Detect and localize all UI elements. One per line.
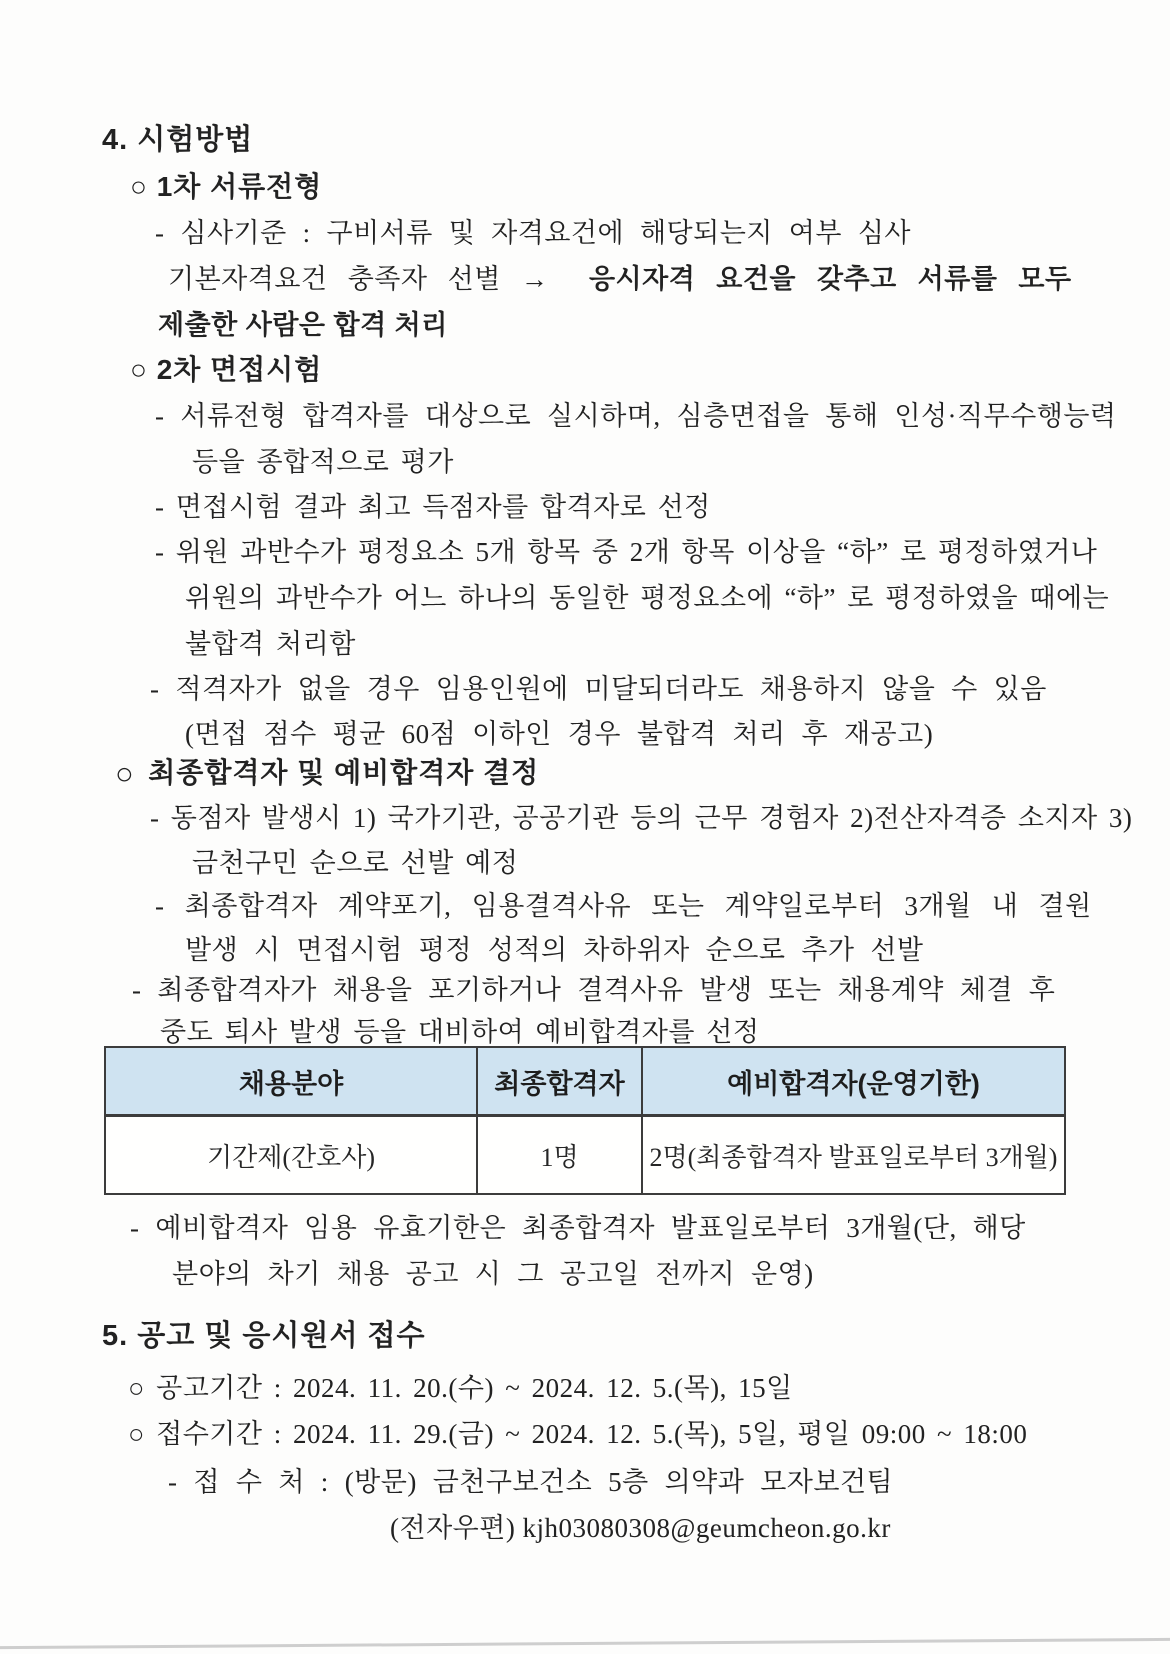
- round2-item-3-cont: 위원의 과반수가 어느 하나의 동일한 평정요소에 “하” 로 평정하였을 때에는: [185, 583, 1110, 613]
- round1-selection-line: [168, 259, 1072, 299]
- final-item-2: - 최종합격자 계약포기, 임용결격사유 또는 계약일로부터 3개월 내 결원: [155, 891, 1092, 921]
- final-item-3: - 최종합격자가 채용을 포기하거나 결격사유 발생 또는 채용계약 체결 후: [132, 975, 1056, 1005]
- table-row: [105, 1116, 1065, 1195]
- round2-item-3-cont2: 불합격 처리함: [185, 629, 356, 659]
- table-header-reserve-successful: 예비합격자(운영기한): [642, 1047, 1065, 1116]
- table-cell-recruitment-field: 기간제(간호사): [105, 1116, 477, 1195]
- final-item-2-cont: 발생 시 면접시험 평정 성적의 차하위자 순으로 추가 선발: [185, 935, 924, 965]
- round2-item-3: - 위원 과반수가 평정요소 5개 항목 중 2개 항목 이상을 “하” 로 평정하였거나: [155, 537, 1098, 567]
- table-cell-reserve-successful: 2명(최종합격자 발표일로부터 3개월): [642, 1116, 1065, 1195]
- successful-candidates-table: [104, 1046, 1066, 1195]
- round2-item-4: - 적격자가 없을 경우 임용인원에 미달되더라도 채용하지 않을 수 있음: [150, 674, 1047, 704]
- reception-visit-line: - 접 수 처 : (방문) 금천구보건소 5층 의약과 모자보건팀: [168, 1467, 894, 1497]
- round2-title: ○ 2차 면접시험: [130, 354, 323, 385]
- table-header-recruitment-field: 채용분야: [105, 1047, 477, 1116]
- round1-selection-normal: 기본자격요건 충족자 선별 →: [168, 264, 549, 294]
- final-item-1: - 동점자 발생시 1) 국가기관, 공공기관 등의 근무 경험자 2)전산자격증 소지자 3): [150, 803, 1133, 833]
- final-item-3-cont: 중도 퇴사 발생 등을 대비하여 예비합격자를 선정: [160, 1017, 760, 1047]
- reserve-note-line1: - 예비합격자 임용 유효기한은 최종합격자 발표일로부터 3개월(단, 해당: [130, 1213, 1026, 1243]
- round1-title: ○ 1차 서류전형: [130, 171, 323, 202]
- round1-selection-bold: 응시자격 요건을 갖추고 서류를 모두: [588, 264, 1072, 294]
- table-cell-final-successful: 1명: [477, 1116, 642, 1195]
- notice-period-line: ○ 공고기간 : 2024. 11. 20.(수) ~ 2024. 12. 5.(목), 15일: [128, 1373, 793, 1403]
- final-item-1-cont: 금천구민 순으로 선발 예정: [192, 848, 519, 878]
- round2-item-2: - 면접시험 결과 최고 득점자를 합격자로 선정: [155, 492, 711, 522]
- reserve-note-line2: 분야의 차기 채용 공고 시 그 공고일 전까지 운영): [172, 1259, 814, 1289]
- section-5-heading: 5. 공고 및 응시원서 접수: [102, 1320, 426, 1352]
- final-decision-title-line: [115, 753, 539, 794]
- scan-artifact-line: [0, 1638, 1170, 1649]
- round2-item-1-cont: 등을 종합적으로 평가: [192, 447, 454, 477]
- section-4-heading: 4. 시험방법: [102, 124, 254, 156]
- round1-selection-bold-cont: 제출한 사람은 합격 처리: [158, 310, 448, 340]
- table-header-final-successful: 최종합격자: [477, 1047, 642, 1116]
- reception-email-line: (전자우편) kjh03080308@geumcheon.go.kr: [390, 1513, 891, 1543]
- round2-item-4-cont: (면접 점수 평균 60점 이하인 경우 불합격 처리 후 재공고): [185, 719, 934, 749]
- receipt-period-line: ○ 접수기간 : 2024. 11. 29.(금) ~ 2024. 12. 5.(목), 5일, 평일 09:00 ~ 18:00: [128, 1419, 1028, 1449]
- round1-criteria: - 심사기준 : 구비서류 및 자격요건에 해당되는지 여부 심사: [155, 218, 911, 248]
- table-header-row: [105, 1047, 1065, 1116]
- round2-item-1: - 서류전형 합격자를 대상으로 실시하며, 심층면접을 통해 인성·직무수행능력: [155, 401, 1117, 431]
- circle-bullet-icon: ○: [115, 756, 135, 791]
- final-decision-title: 최종합격자 및 예비합격자 결정: [148, 757, 540, 788]
